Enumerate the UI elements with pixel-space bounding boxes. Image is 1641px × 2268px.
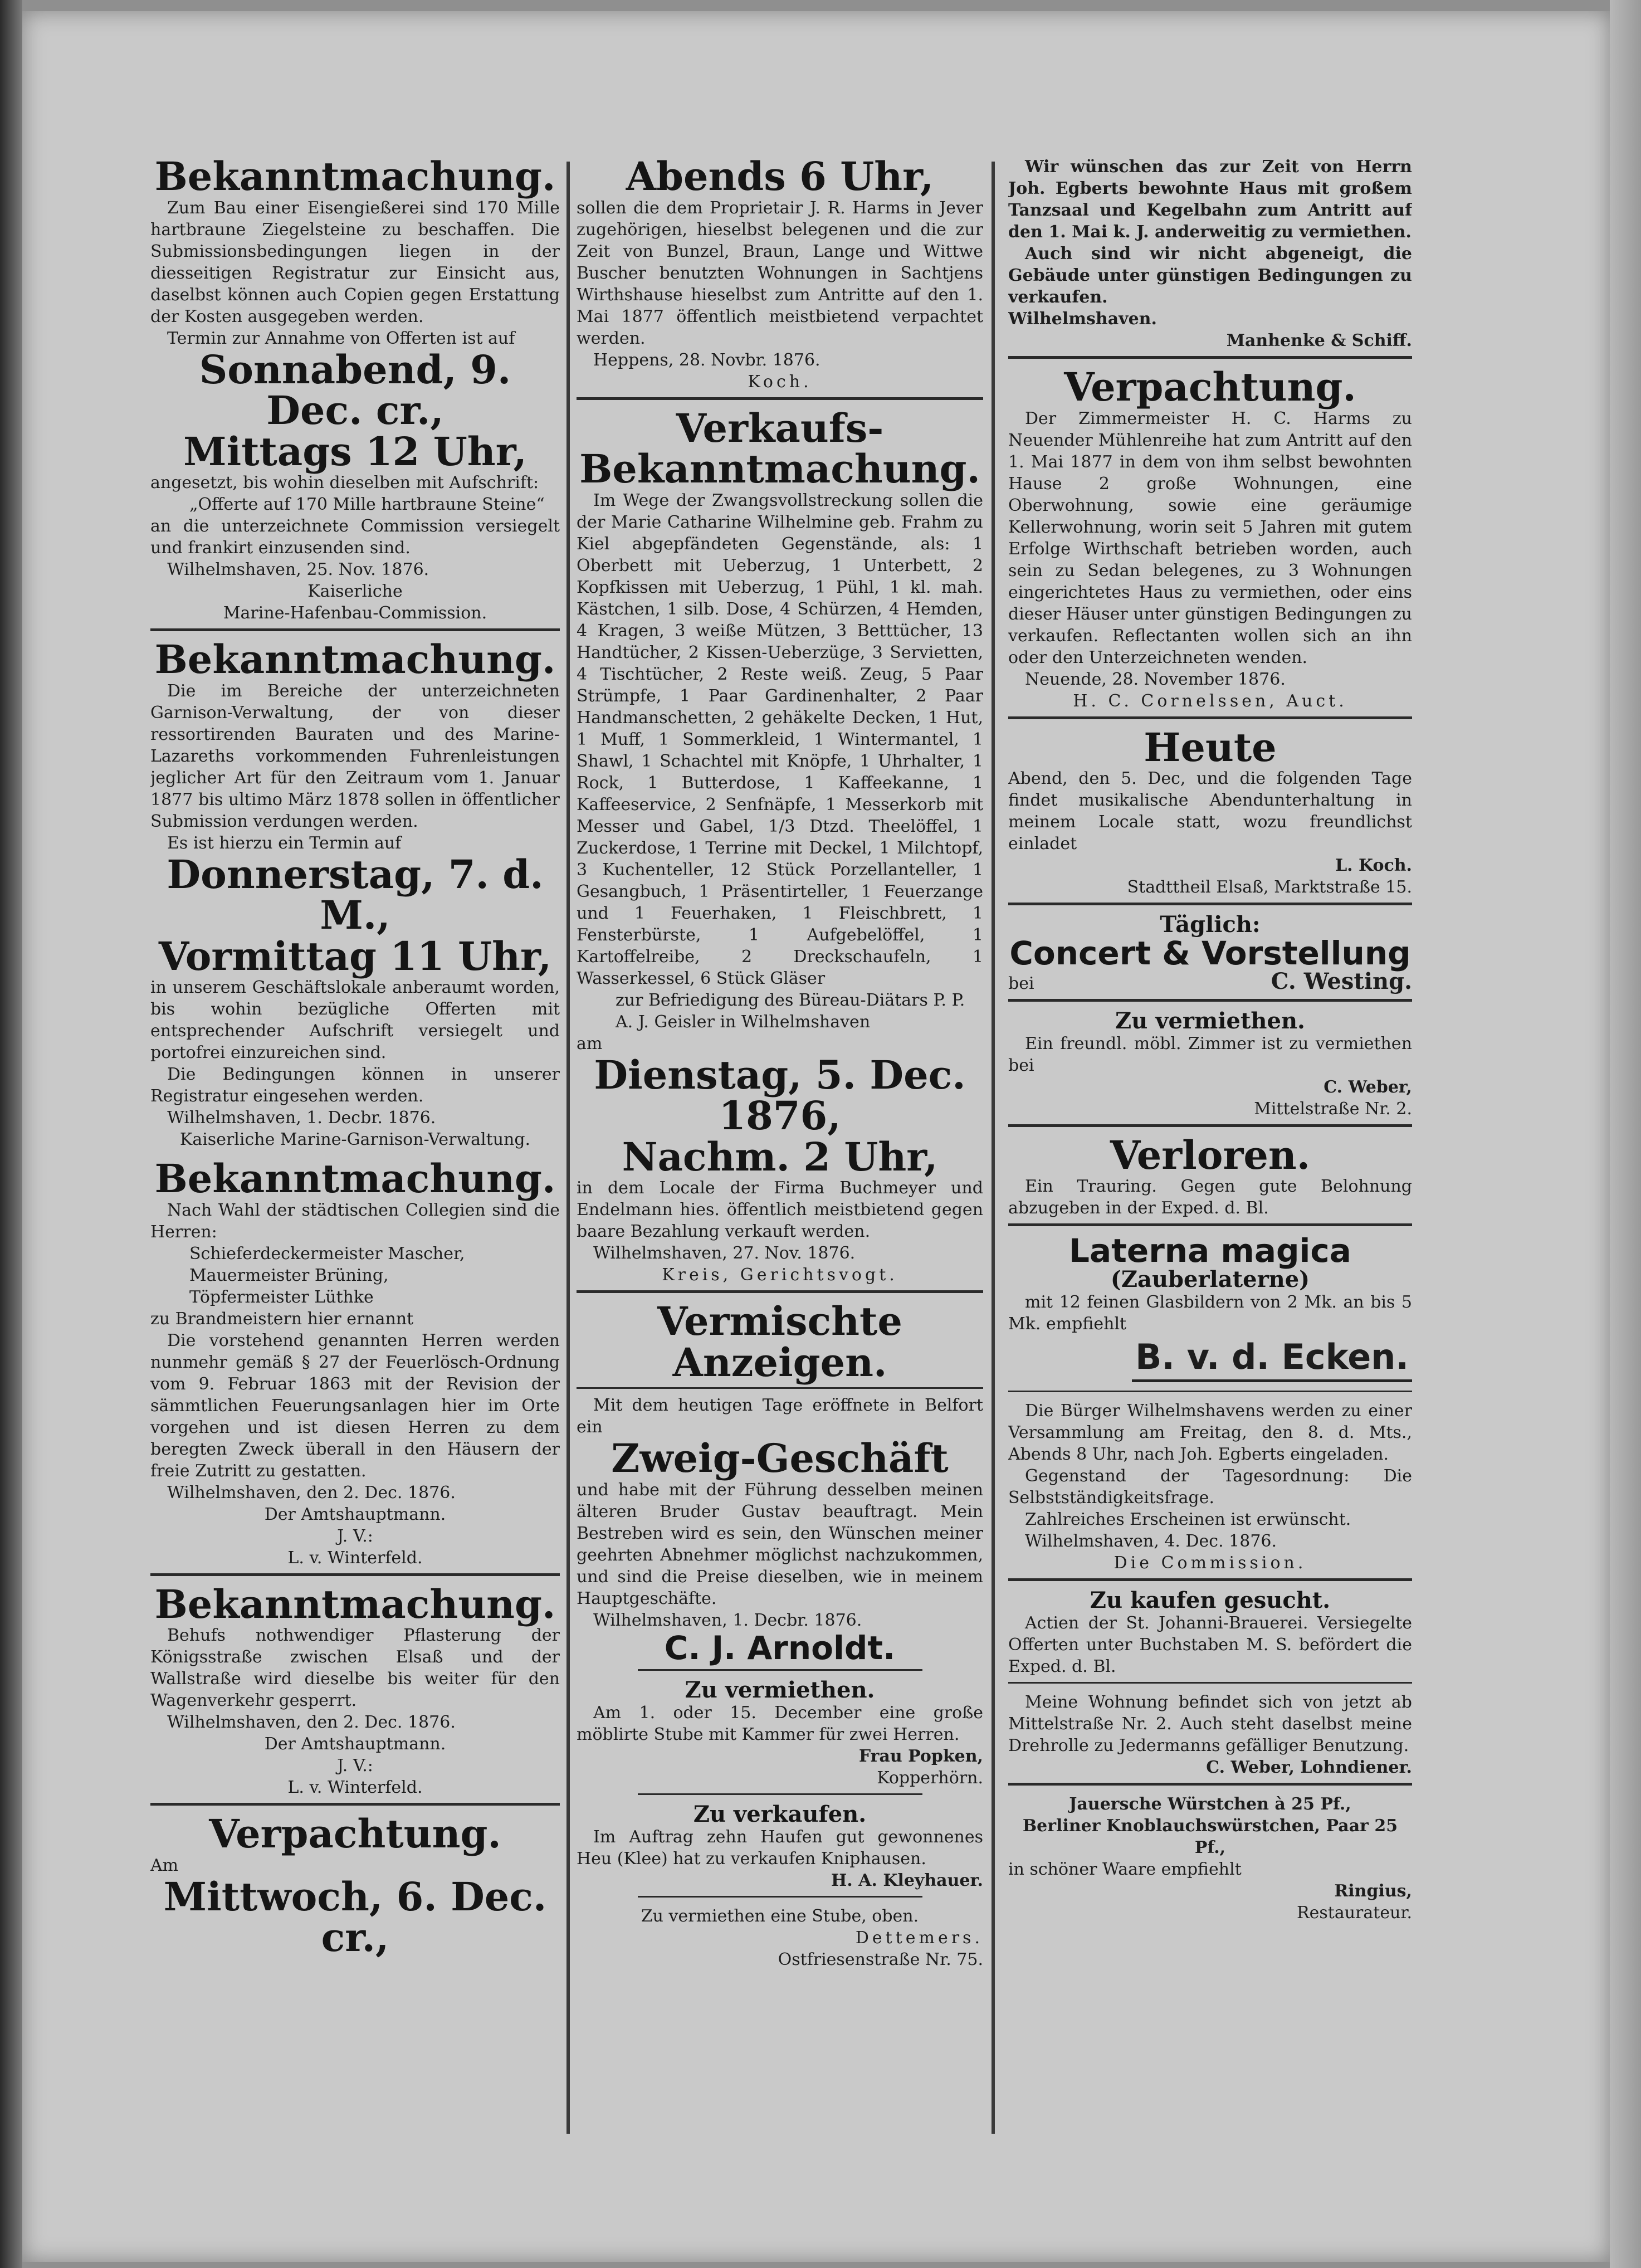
ad-vermiethen-weber — [1008, 1009, 1412, 1127]
ad-brandmeister — [150, 1155, 560, 1576]
ad-place-date: Wilhelmshaven, den 2. Dec. 1876. — [167, 1482, 456, 1503]
ad-signature: H. C. Cornelssen, Auct. — [1073, 691, 1347, 711]
ad-title: Zu kaufen gesucht. — [1090, 1587, 1331, 1614]
ad-signature: C. Westing. — [1271, 968, 1412, 994]
ad-text: Termin zur Annahme von Offerten ist auf — [167, 328, 515, 348]
separator-rule — [1008, 999, 1412, 1002]
ad-verkaufen-heu — [577, 1803, 983, 1898]
ad-signature: Koch. — [748, 372, 812, 392]
ad-pflasterung — [150, 1581, 560, 1806]
ad-title: Zu vermiethen. — [1115, 1007, 1305, 1034]
ad-text: zu Brandmeistern hier ernannt — [150, 1309, 414, 1329]
ad-title: Verpachtung. — [1064, 364, 1356, 410]
ad-vermiethen-stube — [577, 1905, 983, 1971]
column-divider — [566, 162, 570, 2134]
ad-signature: L. v. Winterfeld. — [287, 1548, 423, 1568]
ad-text: Behufs nothwendiger Pflasterung der Königsstraße zwischen Elsaß und der Wallstraße wird dieselbe bis weiter für den Wagenverkehr gesperrt. — [150, 1626, 560, 1710]
ad-text: Am 1. oder 15. December eine große möblirte Stube mit Kammer für zwei Herren. — [577, 1703, 983, 1745]
ad-text: Im Auftrag zehn Haufen gut gewonnenes Heu (Klee) hat zu verkaufen Kniphausen. — [577, 1827, 983, 1869]
separator-rule — [150, 628, 560, 631]
ad-verpachtung-right — [1008, 364, 1412, 719]
ad-signature: Kaiserliche — [307, 582, 403, 601]
ad-signature: L. v. Winterfeld. — [287, 1778, 423, 1797]
ad-title: Bekanntmachung. — [579, 446, 980, 492]
ad-text: Die Bürger Wilhelmshavens werden zu einer Versammlung am Freitag, den 8. d. Mts., Abends 8 Uhr, nach Joh. Egberts eingeladen. — [1008, 1401, 1412, 1465]
separator-rule — [150, 1803, 560, 1806]
ad-text: Wir wünschen das zur Zeit von Herrn Joh. Egberts bewohnte Haus mit großem Tanzsaal und Kegelbahn zum Antritt auf den 1. Mai k. J. anderweitig zu vermiethen. — [1008, 157, 1412, 242]
ad-text: Am — [150, 1855, 179, 1875]
ad-time: Abends 6 Uhr, — [626, 156, 934, 199]
ad-text: Die Bedingungen können in unserer Registratur eingesehen werden. — [150, 1065, 560, 1106]
ad-text: Der Zimmermeister H. C. Harms zu Neuender Mühlenreihe hat zum Antritt auf den 1. Mai 1877 in dem von ihm selbst bewohnten Hause 2 große Wohnungen, eine Oberwohnung, sowie eine geräumige Kellerwohnung, worin seit 5 Jahren mit gutem Erfolge Wirthschaft betrieben worden, auch sein zu Sedan belegenes, zu 3 Wohnungen eingerichtetes Haus zu vermiethen, oder eins dieser Häuser unter günstigen Bedingungen zu verkaufen. Reflectanten wollen sich an ihn oder den Unterzeichneten wenden. — [1008, 408, 1412, 667]
separator-rule — [577, 397, 983, 400]
separator-rule — [1008, 716, 1412, 719]
ad-text: Im Wege der Zwangsvollstreckung sollen die der Marie Catharine Wilhelmine geb. Frahm zu Kiel abgepfändeten Gegenstände, als: 1 Oberbett mit Ueberzug, 1 Unterbett, 2 Kopfkissen mit Ueberzug, 1 Pühl, 1 kl. mah. Kästchen, 1 silb. Dose, 4 Schürzen, 4 Hemden, 4 Kragen, 3 weiße Mützen, 3 Betttücher, 13 Handtücher, 2 Kissen-Ueberzüge, 3 Servietten, 4 Tischtücher, 2 Reste weiß. Zeug, 5 Paar Strümpfe, 1 Paar Gardinenhalter, 2 Paar Handmanschetten, 2 gehäkelte Decken, 1 Hut, 1 Muff, 1 Sommerkleid, 1 Wintermantel, 1 Shawl, 1 Schachtel mit Knöpfe, 1 Uhrhalter, 1 Rock, 1 Butterdose, 1 Kaffeekanne, 1 Kaffeeservice, 2 Senfnäpfe, 1 Messerkorb mit Messer und Gabel, 1/3 Dtzd. Theelöffel, 1 Zuckerdose, 1 Terrine mit Deckel, 1 Milchtopf, 3 Kuchenteller, 12 Stück Porzellanteller, 1 Gesangbuch, 1 Präsentirteller, 1 Feuerzange und 1 Feuerhaken, 1 Fleischbrett, 1 Fensterbürste, 1 Aufgebelöffel, 1 Kartoffelreibe, 2 Dreckschaufeln, 1 Wasserkessel, 6 Stück Gläser — [577, 490, 983, 988]
ad-laterna-magica — [1008, 1234, 1412, 1392]
ad-signature: B. v. d. Ecken. — [1132, 1335, 1412, 1382]
ad-title: Täglich: — [1160, 911, 1261, 938]
ad-verkauf — [577, 404, 983, 1294]
ad-text: Nach Wahl der städtischen Collegien sind die Herren: — [150, 1200, 560, 1242]
ad-name: Mauermeister Brüning, — [189, 1265, 389, 1285]
ad-signature: Kopperhörn. — [877, 1768, 983, 1788]
ad-signature: Kaiserliche Marine-Garnison-Verwaltung. — [179, 1130, 531, 1149]
column-left — [150, 156, 560, 2139]
separator-rule — [1008, 1578, 1412, 1581]
ad-signature: C. Weber, Lohndiener. — [1206, 1758, 1412, 1778]
ad-wuerstchen — [1008, 1793, 1412, 1924]
ad-title: Verpachtung. — [209, 1811, 501, 1857]
ad-place-date: Wilhelmshaven, 27. Nov. 1876. — [593, 1243, 856, 1263]
ad-name: Schieferdeckermeister Mascher, — [189, 1243, 465, 1264]
ad-heute — [1008, 724, 1412, 906]
ad-signature: Der Amtshauptmann. — [264, 1734, 446, 1754]
column-middle — [577, 156, 983, 2139]
ad-text: Jauersche Würstchen à 25 Pf., — [1069, 1794, 1351, 1815]
ad-text: mit 12 feinen Glasbildern von 2 Mk. an bis 5 Mk. empfiehlt — [1008, 1292, 1412, 1334]
ad-signature: Manhenke & Schiff. — [1226, 331, 1412, 350]
ad-title: Bekanntmachung. — [154, 636, 556, 682]
separator-rule — [1008, 1783, 1412, 1786]
separator-rule — [1008, 356, 1412, 359]
ad-signature: Der Amtshauptmann. — [264, 1504, 446, 1524]
ad-title: Laterna magica — [1069, 1232, 1351, 1270]
ad-signature: Die Commission. — [1113, 1553, 1307, 1573]
ad-signature: Kreis, Gerichtsvogt. — [662, 1265, 898, 1285]
separator-rule — [1008, 903, 1412, 905]
ad-title: Heute — [1144, 724, 1277, 770]
ad-versammlung — [1008, 1400, 1412, 1581]
ad-text: Zahlreiches Erscheinen ist erwünscht. — [1025, 1510, 1351, 1530]
ad-place-date: Neuende, 28. November 1876. — [1025, 669, 1286, 689]
ad-text: in unserem Geschäftslokale anberaumt worden, bis wohin bezügliche Offerten mit entsprechender Aufschrift versiegelt und portofrei einzureichen sind. — [150, 978, 560, 1062]
ad-text: Ein freundl. möbl. Zimmer ist zu vermiethen bei — [1008, 1033, 1412, 1075]
ad-text: bei — [1008, 973, 1034, 993]
ad-time: Vormittag 11 Uhr, — [158, 933, 552, 979]
ad-date: Sonnabend, 9. Dec. cr., — [199, 346, 511, 433]
ad-quote: „Offerte auf 170 Mille hartbraune Steine“ — [189, 495, 545, 514]
ad-text: Es ist hierzu ein Termin auf — [167, 833, 402, 853]
ad-signature: Marine-Hafenbau-Commission. — [223, 603, 487, 623]
column-divider — [992, 162, 995, 2134]
ad-signature: Ringius, — [1334, 1881, 1412, 1901]
ad-zweiggeschaeft — [577, 1298, 983, 1671]
ad-title: Zu verkaufen. — [693, 1801, 867, 1828]
ad-text: und habe mit der Führung desselben meinen älteren Bruder Gustav beauftragt. Mein Bestreben wird es sein, den Wünschen meiner geehrten Abnehmer möglichst nachzukommen, und sind die Preise dieselben, wie in meinem Hauptgeschäfte. — [577, 1480, 983, 1608]
book-binding-edge — [0, 0, 22, 2268]
ad-text: zur Befriedigung des Büreau-Diätars P. P. A. J. Geisler in Wilhelmshaven — [616, 990, 965, 1032]
ad-address: Stadttheil Elsaß, Marktstraße 15. — [1127, 877, 1412, 897]
ad-text: Ein Trauring. Gegen gute Belohnung abzugeben in der Exped. d. Bl. — [1008, 1177, 1412, 1218]
ad-time: Nachm. 2 Uhr, — [622, 1133, 938, 1180]
ad-text: Meine Wohnung befindet sich von jetzt ab Mittelstraße Nr. 2. Auch steht daselbst meine Drehrolle zu Jedermanns gefälliger Benutzung. — [1008, 1693, 1412, 1756]
ad-time: Mittags 12 Uhr, — [183, 428, 527, 475]
ad-wohnung-weber — [1008, 1691, 1412, 1786]
ad-date: Mittwoch, 6. Dec. cr., — [163, 1873, 547, 1960]
ad-title: Verloren. — [1110, 1131, 1311, 1178]
separator-rule — [1008, 1124, 1412, 1127]
ad-signature: C. J. Arnoldt. — [664, 1628, 896, 1667]
ad-address: Ostfriesenstraße Nr. 75. — [778, 1950, 983, 1970]
ad-text: Mit dem heutigen Tage eröffnete in Belfort ein — [577, 1396, 983, 1437]
ad-signature: Dettemers. — [855, 1928, 983, 1948]
ad-signature: Frau Popken, — [858, 1747, 983, 1767]
ad-text: an die unterzeichnete Commission versiegelt und frankirt einzusenden sind. — [150, 516, 560, 558]
separator-rule — [1008, 1682, 1412, 1684]
ad-title: Bekanntmachung. — [154, 1581, 556, 1627]
ad-title: Zu vermiethen. — [685, 1677, 875, 1704]
ad-place-date: Wilhelmshaven, 1. Decbr. 1876. — [593, 1610, 862, 1630]
ad-verpachtung-harms — [577, 156, 983, 400]
ad-signature: L. Koch. — [1335, 856, 1412, 875]
ad-text: in schöner Waare empfiehlt — [1008, 1860, 1242, 1880]
page-stack-edge — [1610, 0, 1641, 2268]
ad-signature: H. A. Kleyhauer. — [831, 1871, 983, 1891]
ad-concert — [1008, 913, 1412, 1002]
ad-text: Gegenstand der Tagesordnung: Die Selbstständigkeitsfrage. — [1008, 1466, 1412, 1508]
separator-rule — [638, 1896, 922, 1898]
ad-text: Auch sind wir nicht abgeneigt, die Gebäude unter günstigen Bedingungen zu verkaufen. — [1008, 244, 1412, 307]
ad-text: sollen die dem Proprietair J. R. Harms in Jever zugehörigen, hieselbst belegenen und die zur Zeit von Bunzel, Braun, Lange und Wittwe Buscher benutzten Wohnungen in Sachtjens Wirthshause hieselbst zum Antritte auf den 1. Mai 1877 öffentlich meistbietend verpachtet werden. — [577, 198, 983, 348]
ad-text: angesetzt, bis wohin dieselben mit Aufschrift: — [150, 473, 539, 492]
separator-rule — [638, 1793, 922, 1795]
column-right — [1008, 156, 1412, 2139]
ad-text: Berliner Knoblauchswürstchen, Paar 25 Pf., — [1022, 1816, 1398, 1858]
ad-headline: Zweig-Geschäft — [611, 1435, 949, 1481]
separator-rule — [577, 1290, 983, 1293]
separator-rule — [638, 1669, 922, 1671]
ad-date: Donnerstag, 7. d. M., — [167, 851, 544, 938]
ad-subtitle: (Zauberlaterne) — [1110, 1266, 1310, 1293]
ad-ziegelsteine — [150, 156, 560, 631]
ad-egberts-haus — [1008, 156, 1412, 359]
ad-signature-wrap — [1008, 1335, 1412, 1386]
ad-text: in dem Locale der Firma Buchmeyer und Endelmann hies. öffentlich meistbietend gegen baare Bezahlung verkauft werden. — [577, 1178, 983, 1241]
ad-byline — [1008, 970, 1412, 994]
ad-title: Bekanntmachung. — [154, 156, 556, 199]
ad-place-date: Wilhelmshaven, 4. Dec. 1876. — [1025, 1531, 1277, 1552]
ad-text: Zu vermiethen eine Stube, oben. — [641, 1906, 919, 1926]
ad-place-date: Heppens, 28. Novbr. 1876. — [593, 350, 820, 370]
ad-signature: J. V.: — [337, 1756, 373, 1776]
separator-rule — [1008, 1391, 1412, 1392]
ad-text: Abend, den 5. Dec, und die folgenden Tage findet musikalische Abendunterhaltung in meinem Locale statt, wozu freundlichst einladet — [1008, 769, 1412, 853]
ad-text: Die im Bereiche der unterzeichneten Garnison-Verwaltung, der von dieser ressortirenden Bauraten und des Marine-Lazareths vorkommenden Fuhrenleistungen jeglicher Art für den Zeitraum vom 1. Januar 1877 bis ultimo März 1878 sollen in öffentlicher Submission verdungen werden. — [150, 681, 560, 831]
ad-text: am — [577, 1033, 603, 1053]
ad-place-date: Wilhelmshaven, 1. Decbr. 1876. — [167, 1108, 436, 1128]
separator-rule — [1008, 1223, 1412, 1226]
ad-title: Verkaufs- — [676, 404, 884, 451]
separator-rule — [577, 1387, 983, 1389]
ad-place: Wilhelmshaven. — [1008, 309, 1157, 329]
ad-headline: Concert & Vorstellung — [1009, 934, 1411, 972]
section-title: Vermischte Anzeigen. — [657, 1298, 902, 1386]
ad-verloren — [1008, 1131, 1412, 1227]
ad-date: Dienstag, 5. Dec. 1876, — [594, 1051, 966, 1139]
ad-vermiethen-popken — [577, 1679, 983, 1795]
separator-rule — [150, 1573, 560, 1576]
ad-title: Bekanntmachung. — [154, 1155, 556, 1202]
ad-signature: J. V.: — [337, 1526, 373, 1546]
ad-signature: C. Weber, — [1323, 1077, 1412, 1097]
ad-name: Töpfermeister Lüthke — [189, 1287, 374, 1307]
ad-place-date: Wilhelmshaven, den 2. Dec. 1876. — [167, 1713, 456, 1732]
ad-kaufen-gesucht — [1008, 1589, 1412, 1684]
ad-address: Mittelstraße Nr. 2. — [1254, 1099, 1412, 1119]
ad-text: Zum Bau einer Eisengießerei sind 170 Mille hartbraune Ziegelsteine zu beschaffen. Die Submissionsbedingungen liegen in der diesseitigen Registratur zur Einsicht aus, daselbst können auch Copien gegen Erstattung der Kosten ausgegeben werden. — [150, 198, 560, 326]
ad-place-date: Wilhelmshaven, 25. Nov. 1876. — [167, 560, 429, 579]
ad-signature: Restaurateur. — [1297, 1903, 1412, 1923]
ad-text: Actien der St. Johanni-Brauerei. Versiegelte Offerten unter Buchstaben M. S. befördert die Exped. d. Bl. — [1008, 1613, 1412, 1677]
ad-verpachtung-left — [150, 1813, 560, 1958]
ad-text: Die vorstehend genannten Herren werden nunmehr gemäß § 27 der Feuerlösch-Ordnung vom 9. Februar 1863 mit der Revision der sämmtlichen Feuerungsanlagen hier im Orte vorgehen und ist diesen Herren zu dem beregten Zweck überall in den Häusern der freie Zutritt zu gestatten. — [150, 1330, 560, 1481]
ad-fuhrenleistungen — [150, 636, 560, 1150]
